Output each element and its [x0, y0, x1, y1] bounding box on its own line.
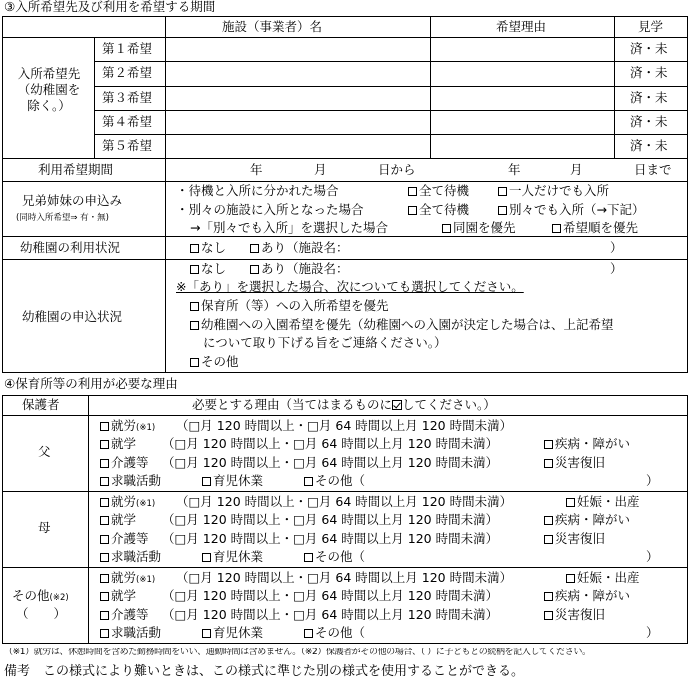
other-jobseek[interactable]: 求職活動	[100, 627, 161, 640]
checkbox-icon[interactable]	[100, 459, 109, 468]
period-day-to: 日まで	[634, 162, 672, 177]
sibling-one-enter[interactable]: 一人だけでも入所	[498, 185, 609, 198]
sibling-line3: →「別々でも入所」を選択した場合	[190, 220, 388, 235]
mother-work-hours[interactable]: （□月 120 時間以上・□月 64 時間以上月 120 時間未満）	[176, 494, 513, 509]
mother-disaster[interactable]: 災害復旧	[544, 533, 605, 546]
checkbox-icon[interactable]	[100, 498, 109, 507]
kinder-apply-opt2-cont: について取り下げる旨をご連絡ください。）	[203, 335, 447, 350]
checkbox-icon[interactable]	[190, 244, 199, 253]
father-work[interactable]: 就労(※1)	[100, 420, 155, 433]
other-study-hours[interactable]: （□月 120 時間以上・□月 64 時間以上月 120 時間未満）	[162, 588, 499, 603]
mother-illness[interactable]: 疾病・障がい	[544, 514, 630, 527]
checkbox-icon[interactable]	[190, 265, 199, 274]
guardian-other: その他(※2)	[12, 588, 69, 603]
father-care-hours[interactable]: （□月 120 時間以上・□月 64 時間以上月 120 時間未満）	[162, 455, 499, 470]
choice-4-label: 第４希望	[102, 114, 153, 129]
checkbox-icon[interactable]	[544, 516, 553, 525]
checkbox-icon[interactable]	[100, 535, 109, 544]
checkbox-icon[interactable]	[566, 574, 575, 583]
checkbox-icon[interactable]	[544, 459, 553, 468]
checkbox-icon[interactable]	[498, 206, 507, 215]
checkbox-icon[interactable]	[304, 553, 313, 562]
mother-study[interactable]: 就学	[100, 514, 136, 527]
checkbox-icon[interactable]	[202, 629, 211, 638]
checkbox-icon[interactable]	[100, 629, 109, 638]
father-childcare-leave[interactable]: 育児休業	[202, 475, 263, 488]
sibling-order-priority[interactable]: 希望順を優先	[552, 222, 638, 235]
mother-care-hours[interactable]: （□月 120 時間以上・□月 64 時間以上月 120 時間未満）	[162, 531, 499, 546]
checkbox-icon[interactable]	[100, 611, 109, 620]
header-guardian: 保護者	[22, 397, 60, 412]
father-jobseek[interactable]: 求職活動	[100, 475, 161, 488]
mother-other-close: ）	[646, 549, 659, 564]
father-work-hours[interactable]: （□月 120 時間以上・□月 64 時間以上月 120 時間未満）	[176, 418, 513, 433]
sibling-line1: ・待機と入所に分かれた場合	[176, 183, 339, 198]
checkbox-icon[interactable]	[100, 592, 109, 601]
other-work[interactable]: 就労(※1)	[100, 572, 155, 585]
kinder-apply-close: ）	[610, 261, 623, 276]
header-visit: 見学	[638, 19, 664, 34]
period-label: 利用希望期間	[38, 162, 114, 177]
remarks: 備考 この様式により難いときは、この様式に準じた別の様式を使用することができる。	[4, 664, 525, 679]
choice-2-visit[interactable]: 済・未	[630, 65, 668, 80]
checkbox-icon[interactable]	[304, 477, 313, 486]
kinder-apply-note: ※「あり」を選択した場合、次についても選択してください。	[176, 279, 524, 294]
other-study[interactable]: 就学	[100, 590, 136, 603]
father-disaster[interactable]: 災害復旧	[544, 457, 605, 470]
checkbox-icon[interactable]	[408, 206, 417, 215]
kinder-use-yes[interactable]: あり（施設名：	[250, 242, 349, 255]
checkbox-icon[interactable]	[566, 498, 575, 507]
period-year1: 年	[250, 162, 263, 177]
other-care-hours[interactable]: （□月 120 時間以上・□月 64 時間以上月 120 時間未満）	[162, 607, 499, 622]
choice-5-visit[interactable]: 済・未	[630, 138, 668, 153]
father-other-close: ）	[646, 473, 659, 488]
sibling-same-priority[interactable]: 同園を優先	[442, 222, 516, 235]
period-month2: 月	[570, 162, 583, 177]
period-day-from: 日から	[378, 162, 416, 177]
checkbox-icon[interactable]	[552, 224, 561, 233]
other-other-close: ）	[646, 625, 659, 640]
choice-2-label: 第２希望	[102, 65, 153, 80]
other-work-hours[interactable]: （□月 120 時間以上・□月 64 時間以上月 120 時間未満）	[176, 570, 513, 585]
sibling-separate[interactable]: 別々でも入所（→下記）	[498, 204, 644, 217]
checkmark-box-icon	[392, 400, 402, 410]
kinder-apply-yes[interactable]: あり（施設名：	[250, 263, 349, 276]
period-year2: 年	[508, 162, 521, 177]
other-care[interactable]: 介護等	[100, 609, 149, 622]
choice-5-label: 第５希望	[102, 138, 153, 153]
kinder-apply-opt3[interactable]: その他	[190, 356, 239, 369]
header-reason: 希望理由	[496, 19, 547, 34]
mother-jobseek[interactable]: 求職活動	[100, 551, 161, 564]
checkbox-icon[interactable]	[544, 592, 553, 601]
section4-title: ④保育所等の利用が必要な理由	[4, 376, 178, 391]
other-other[interactable]: その他（	[304, 627, 365, 640]
checkbox-icon[interactable]	[100, 553, 109, 562]
apply-label: 入所希望先 （幼稚園を 除く。）	[17, 66, 81, 113]
header-facility: 施設（事業者）名	[222, 19, 323, 34]
mother-work[interactable]: 就労(※1)	[100, 496, 155, 509]
kinder-apply-opt2[interactable]: 幼稚園への入園希望を優先（幼稚園への入園が決定した場合は、上記希望	[190, 319, 614, 332]
checkbox-icon[interactable]	[250, 265, 259, 274]
checkbox-icon[interactable]	[100, 574, 109, 583]
kinder-apply-label: 幼稚園の申込状況	[22, 309, 123, 324]
choice-4-visit[interactable]: 済・未	[630, 114, 668, 129]
father-illness[interactable]: 疾病・障がい	[544, 438, 630, 451]
father-care[interactable]: 介護等	[100, 457, 149, 470]
sibling-all-wait-2[interactable]: 全て待機	[408, 204, 469, 217]
mother-care[interactable]: 介護等	[100, 533, 149, 546]
kinder-use-close: ）	[610, 240, 623, 255]
sibling-sub: (同時入所希望⇒ 有・無)	[16, 213, 109, 223]
period-month1: 月	[314, 162, 327, 177]
sibling-label: 兄弟姉妹の申込み	[22, 193, 123, 208]
checkbox-icon[interactable]	[544, 611, 553, 620]
checkbox-icon[interactable]	[100, 516, 109, 525]
checkbox-icon[interactable]	[100, 477, 109, 486]
other-childcare-leave[interactable]: 育児休業	[202, 627, 263, 640]
checkbox-icon[interactable]	[498, 187, 507, 196]
mother-study-hours[interactable]: （□月 120 時間以上・□月 64 時間以上月 120 時間未満）	[162, 512, 499, 527]
checkbox-icon[interactable]	[544, 535, 553, 544]
mother-childcare-leave[interactable]: 育児休業	[202, 551, 263, 564]
kinder-apply-none[interactable]: なし	[190, 263, 226, 276]
section3-title: ③入所希望先及び利用を希望する期間	[4, 0, 216, 14]
checkbox-icon[interactable]	[100, 422, 109, 431]
checkbox-icon[interactable]	[190, 321, 199, 330]
father-other[interactable]: その他（	[304, 475, 365, 488]
choice-1-visit[interactable]: 済・未	[630, 41, 668, 56]
guardian-father: 父	[38, 444, 51, 459]
sibling-line2: ・別々の施設に入所となった場合	[176, 202, 364, 217]
header-reason-row: 必要とする理由（当てはまるものに してください。）	[192, 397, 496, 412]
mother-pregnancy[interactable]: 妊娠・出産	[566, 496, 640, 509]
mother-other[interactable]: その他（	[304, 551, 365, 564]
kinder-use-none[interactable]: なし	[190, 242, 226, 255]
kinder-apply-opt1[interactable]: 保育所（等）への入所希望を優先	[190, 300, 389, 313]
footnote: （※1）就労は、休憩時間を含めた勤務時間をいい、通勤時間は含めません。（※2）保護者がその他の場合、（ ）に子どもとの続柄を記入してください。	[4, 648, 591, 657]
checkbox-icon[interactable]	[190, 302, 199, 311]
checkbox-icon[interactable]	[202, 477, 211, 486]
checkbox-icon[interactable]	[190, 358, 199, 367]
checkbox-icon[interactable]	[250, 244, 259, 253]
sibling-all-wait-1[interactable]: 全て待機	[408, 185, 469, 198]
guardian-mother: 母	[38, 520, 51, 535]
kinder-use-label: 幼稚園の利用状況	[20, 240, 121, 255]
checkbox-icon[interactable]	[408, 187, 417, 196]
choice-1-label: 第１希望	[102, 41, 153, 56]
choice-3-label: 第３希望	[102, 90, 153, 105]
other-illness[interactable]: 疾病・障がい	[544, 590, 630, 603]
other-pregnancy[interactable]: 妊娠・出産	[566, 572, 640, 585]
checkbox-icon[interactable]	[442, 224, 451, 233]
checkbox-icon[interactable]	[544, 440, 553, 449]
guardian-other-relation[interactable]: （ ）	[16, 606, 67, 621]
checkbox-icon[interactable]	[100, 440, 109, 449]
checkbox-icon[interactable]	[202, 553, 211, 562]
other-disaster[interactable]: 災害復旧	[544, 609, 605, 622]
choice-3-visit[interactable]: 済・未	[630, 90, 668, 105]
checkbox-icon[interactable]	[304, 629, 313, 638]
father-study-hours[interactable]: （□月 120 時間以上・□月 64 時間以上月 120 時間未満）	[162, 436, 499, 451]
father-study[interactable]: 就学	[100, 438, 136, 451]
